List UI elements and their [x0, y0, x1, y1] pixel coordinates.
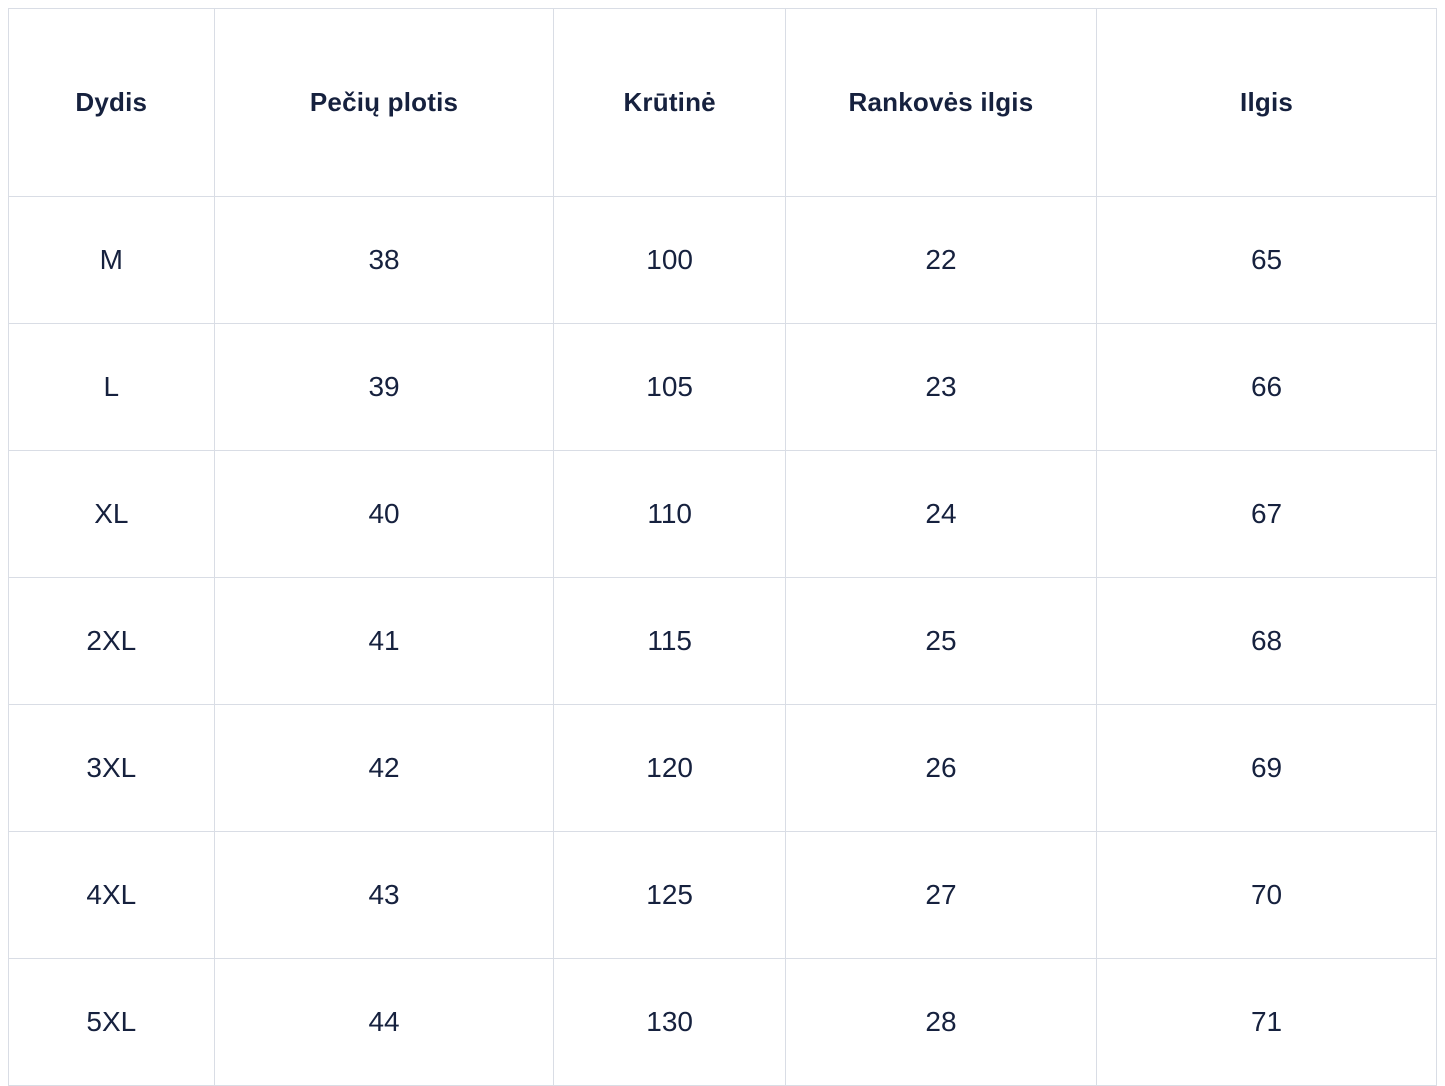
cell-chest: 105	[554, 324, 785, 451]
table-body	[9, 197, 1437, 1086]
cell-length: 70	[1097, 832, 1437, 959]
table-row	[9, 578, 1437, 705]
column-header-length: Ilgis	[1097, 9, 1437, 197]
column-header-chest: Krūtinė	[554, 9, 785, 197]
cell-length: 65	[1097, 197, 1437, 324]
column-header-sleeve-length: Rankovės ilgis	[785, 9, 1096, 197]
cell-shoulder-width: 39	[214, 324, 554, 451]
cell-shoulder-width: 44	[214, 959, 554, 1086]
column-header-shoulder-width: Pečių plotis	[214, 9, 554, 197]
cell-length: 67	[1097, 451, 1437, 578]
cell-sleeve-length: 26	[785, 705, 1096, 832]
cell-size: 3XL	[9, 705, 215, 832]
cell-sleeve-length: 27	[785, 832, 1096, 959]
cell-shoulder-width: 38	[214, 197, 554, 324]
cell-length: 71	[1097, 959, 1437, 1086]
cell-sleeve-length: 25	[785, 578, 1096, 705]
table-row	[9, 959, 1437, 1086]
column-header-size: Dydis	[9, 9, 215, 197]
cell-size: 5XL	[9, 959, 215, 1086]
table-row	[9, 832, 1437, 959]
table-row	[9, 451, 1437, 578]
table-row	[9, 324, 1437, 451]
cell-size: 2XL	[9, 578, 215, 705]
cell-length: 66	[1097, 324, 1437, 451]
cell-chest: 120	[554, 705, 785, 832]
table-header	[9, 9, 1437, 197]
cell-size: L	[9, 324, 215, 451]
cell-size: XL	[9, 451, 215, 578]
cell-length: 68	[1097, 578, 1437, 705]
cell-sleeve-length: 22	[785, 197, 1096, 324]
cell-sleeve-length: 28	[785, 959, 1096, 1086]
cell-shoulder-width: 40	[214, 451, 554, 578]
table-row	[9, 705, 1437, 832]
size-chart-table	[8, 8, 1437, 1086]
cell-size: 4XL	[9, 832, 215, 959]
cell-sleeve-length: 24	[785, 451, 1096, 578]
cell-shoulder-width: 43	[214, 832, 554, 959]
cell-length: 69	[1097, 705, 1437, 832]
cell-chest: 125	[554, 832, 785, 959]
cell-size: M	[9, 197, 215, 324]
cell-chest: 115	[554, 578, 785, 705]
cell-shoulder-width: 42	[214, 705, 554, 832]
cell-chest: 100	[554, 197, 785, 324]
cell-shoulder-width: 41	[214, 578, 554, 705]
cell-chest: 130	[554, 959, 785, 1086]
table-row	[9, 197, 1437, 324]
cell-chest: 110	[554, 451, 785, 578]
cell-sleeve-length: 23	[785, 324, 1096, 451]
table-header-row	[9, 9, 1437, 197]
